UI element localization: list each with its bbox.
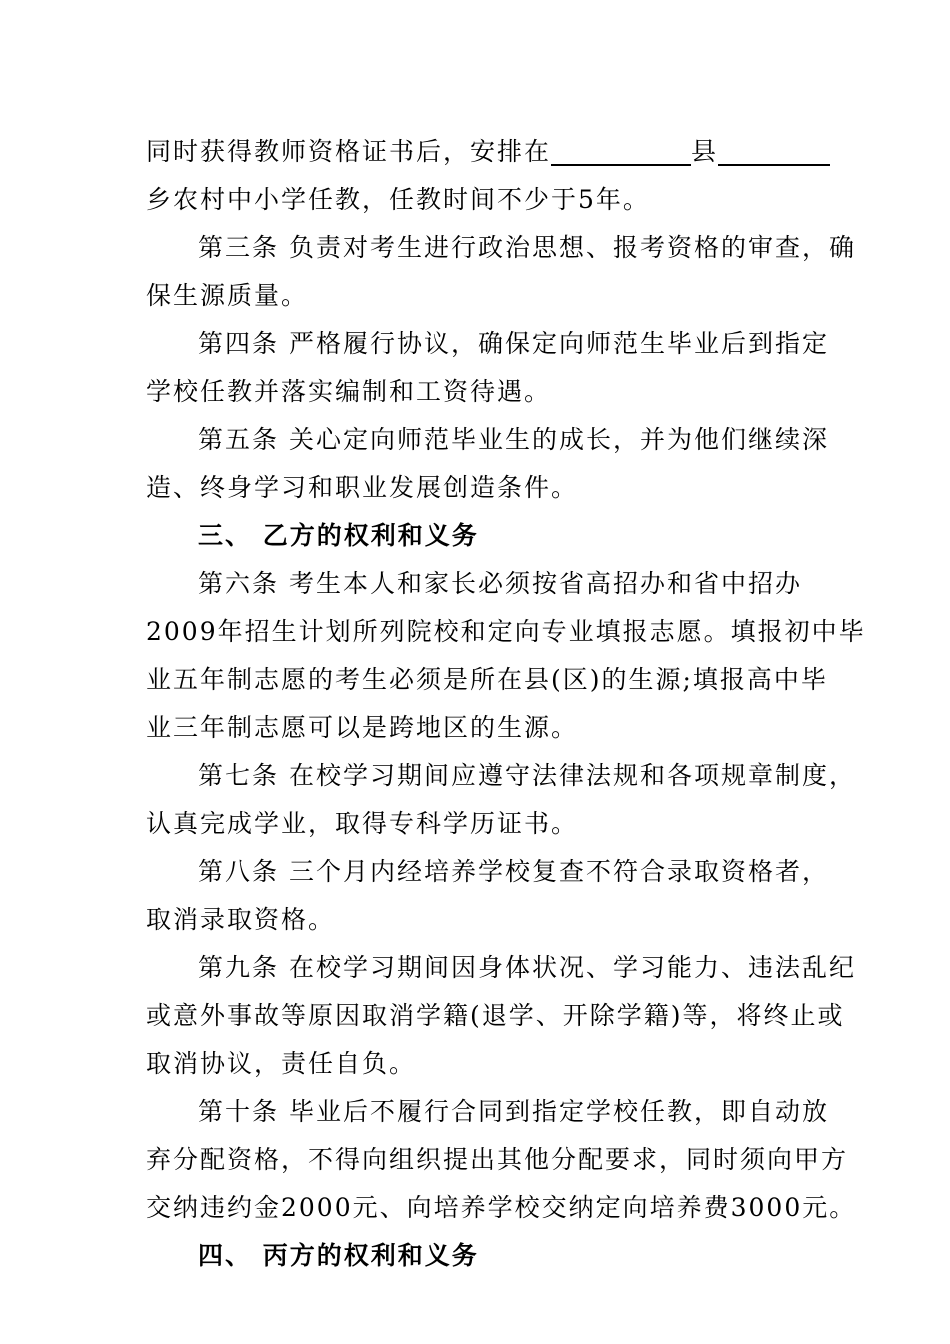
text-line: 或意外事故等原因取消学籍(退学、开除学籍)等，将终止或 bbox=[146, 1001, 845, 1030]
text-line: 保生源质量。 bbox=[146, 281, 309, 310]
text-line: 2009年招生计划所列院校和定向专业填报志愿。填报初中毕 bbox=[146, 617, 866, 646]
text-line: 取消协议，责任自负。 bbox=[146, 1049, 417, 1078]
section-heading-4: 四、 丙方的权利和义务 bbox=[198, 1241, 479, 1270]
article-10: 第十条 毕业后不履行合同到指定学校任教，即自动放 bbox=[198, 1097, 829, 1126]
text-line: 取消录取资格。 bbox=[146, 905, 336, 934]
text-segment: 同时获得教师资格证书后，安排在 bbox=[146, 137, 552, 166]
county-blank bbox=[551, 134, 691, 166]
text-line: 认真完成学业，取得专科学历证书。 bbox=[146, 809, 579, 838]
article-3: 第三条 负责对考生进行政治思想、报考资格的审查，确 bbox=[198, 233, 856, 262]
document-page bbox=[146, 128, 866, 1280]
text-line: 弃分配资格，不得向组织提出其他分配要求，同时须向甲方 bbox=[146, 1145, 849, 1174]
text-line: 乡农村中小学任教，任教时间不少于5年。 bbox=[146, 185, 650, 214]
article-7: 第七条 在校学习期间应遵守法律法规和各项规章制度， bbox=[198, 761, 856, 790]
text-line: 造、终身学习和职业发展创造条件。 bbox=[146, 473, 579, 502]
text-line: 业五年制志愿的考生必须是所在县(区)的生源;填报高中毕 bbox=[146, 665, 828, 694]
text-line bbox=[146, 128, 808, 176]
article-6: 第六条 考生本人和家长必须按省高招办和省中招办 bbox=[198, 569, 802, 598]
article-5: 第五条 关心定向师范毕业生的成长，并为他们继续深 bbox=[198, 425, 829, 454]
text-segment: 县 bbox=[691, 137, 719, 166]
section-heading-3: 三、 乙方的权利和义务 bbox=[198, 521, 479, 550]
article-8: 第八条 三个月内经培养学校复查不符合录取资格者， bbox=[198, 857, 829, 886]
township-blank bbox=[718, 134, 830, 166]
text-line: 交纳违约金2000元、向培养学校交纳定向培养费3000元。 bbox=[146, 1193, 857, 1222]
article-4: 第四条 严格履行协议，确保定向师范生毕业后到指定 bbox=[198, 329, 829, 358]
text-line: 学校任教并落实编制和工资待遇。 bbox=[146, 377, 552, 406]
text-line: 业三年制志愿可以是跨地区的生源。 bbox=[146, 713, 579, 742]
article-9: 第九条 在校学习期间因身体状况、学习能力、违法乱纪 bbox=[198, 953, 856, 982]
